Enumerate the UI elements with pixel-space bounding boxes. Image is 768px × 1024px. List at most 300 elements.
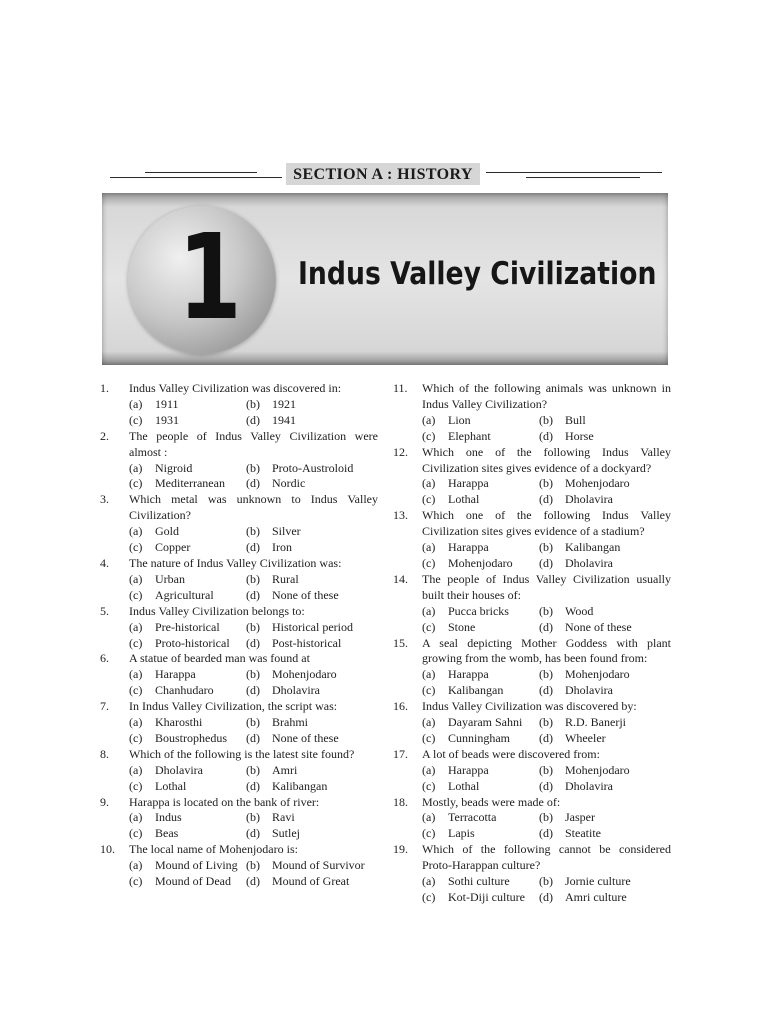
answer-option [539,429,671,445]
option-text: Kalibangan [272,778,328,793]
option-text: Sothi culture [448,874,510,889]
option-label: (c) [129,476,143,491]
option-text: Pucca bricks [448,603,509,618]
answer-option [246,540,378,556]
option-label: (a) [422,603,436,618]
question-number: 14. [393,571,408,586]
chapter-title: Indus Valley Civilization [298,256,657,292]
question-number: 10. [100,842,115,857]
question-number: 3. [100,492,109,507]
option-text: Mound of Living [155,858,238,873]
answer-options [129,810,378,842]
option-label: (a) [422,412,436,427]
questions-column-right [393,381,671,906]
option-label: (a) [422,874,436,889]
answer-option [246,620,378,636]
question-item [100,651,378,699]
question-text: Indus Valley Civilization was discovered in: [129,381,342,395]
answer-option [129,540,246,556]
chapter-number: 1 [177,208,242,346]
option-label: (a) [422,762,436,777]
question-number: 11. [393,381,408,395]
option-label: (d) [539,428,553,443]
answer-options [129,858,378,890]
question-text: The people of Indus Valley Civilization usually built their houses of: [422,571,671,602]
answer-option [246,779,378,795]
option-label: (c) [129,540,143,555]
answer-option [539,620,671,636]
option-text: Chanhudaro [155,683,214,698]
option-label: (a) [129,667,143,682]
question-number: 1. [100,381,109,395]
option-text: Mohenjodaro [272,667,337,682]
answer-option [129,413,246,429]
answer-option [539,540,671,556]
option-label: (b) [246,460,260,475]
answer-option [422,667,539,683]
option-label: (a) [129,858,143,873]
option-text: Proto-historical [155,635,230,650]
option-text: 1931 [155,412,179,427]
answer-option [246,667,378,683]
question-number: 17. [393,746,408,761]
answer-option [246,874,378,890]
option-label: (a) [129,396,143,411]
option-text: Harappa [448,476,489,491]
question-item [393,572,671,636]
option-text: Boustrophedus [155,730,227,745]
question-item [100,429,378,493]
header-rule-left-bottom [110,177,282,178]
question-number: 8. [100,746,109,761]
question-item [100,556,378,604]
answer-option [422,683,539,699]
answer-option [129,620,246,636]
question-item [393,842,671,906]
answer-option [129,397,246,413]
answer-option [539,810,671,826]
option-label: (c) [129,778,143,793]
question-number: 12. [393,444,408,459]
option-label: (b) [539,667,553,682]
answer-option [539,683,671,699]
option-text: Nordic [272,476,306,491]
option-label: (d) [246,635,260,650]
option-label: (d) [539,778,553,793]
question-text: Which of the following cannot be considered Proto-Harappan culture? [422,842,671,873]
option-text: Dholavira [565,683,613,698]
question-text: The local name of Mohenjodaro is: [129,842,298,857]
option-label: (c) [422,890,436,904]
question-text: Indus Valley Civilization belongs to: [129,603,305,618]
question-item [100,747,378,795]
answer-option [129,763,246,779]
option-text: Beas [155,826,179,841]
option-text: Wheeler [565,730,606,745]
answer-option [246,572,378,588]
option-text: Harappa [448,540,489,555]
question-text: The nature of Indus Valley Civilization was: [129,555,342,570]
option-text: 1921 [272,396,296,411]
answer-option [129,524,246,540]
answer-option [246,731,378,747]
answer-option [129,588,246,604]
question-number: 19. [393,842,408,857]
option-text: Cunningham [448,730,510,745]
question-item [393,636,671,700]
answer-option [422,620,539,636]
question-text: Harappa is located on the bank of river: [129,794,320,809]
answer-option [539,492,671,508]
answer-option [129,858,246,874]
answer-option [129,461,246,477]
answer-option [246,715,378,731]
option-text: Historical period [272,619,353,634]
answer-option [539,826,671,842]
answer-options [129,572,378,604]
header-rule-left-top [145,172,257,173]
answer-option [422,826,539,842]
option-label: (c) [422,826,436,841]
answer-option [129,731,246,747]
option-text: Dholavira [565,492,613,507]
option-label: (c) [129,587,143,602]
option-label: (a) [129,715,143,730]
option-label: (d) [539,826,553,841]
option-text: Stone [448,619,476,634]
option-label: (a) [129,571,143,586]
option-label: (c) [129,730,143,745]
option-text: Mediterranean [155,476,225,491]
question-text: A lot of beads were discovered from: [422,746,600,761]
question-item [393,445,671,509]
option-text: Sutlej [272,826,301,841]
option-text: Dholavira [155,762,203,777]
answer-option [246,810,378,826]
option-text: Mound of Dead [155,874,231,889]
question-item [393,795,671,843]
answer-option [422,476,539,492]
option-label: (d) [246,540,260,555]
question-item [100,381,378,429]
option-label: (b) [539,476,553,491]
option-label: (c) [129,874,143,889]
option-text: Mohenjodaro [448,555,513,570]
answer-options [129,715,378,747]
answer-options [422,540,671,572]
option-text: Gold [155,524,179,539]
option-text: None of these [565,619,632,634]
answer-option [539,874,671,890]
answer-option [422,779,539,795]
option-label: (b) [246,571,260,586]
option-label: (b) [539,874,553,889]
answer-options [129,461,378,493]
option-text: Harappa [448,762,489,777]
option-label: (a) [422,810,436,825]
answer-options [129,667,378,699]
answer-option [246,588,378,604]
option-text: Agricultural [155,587,214,602]
option-label: (b) [539,603,553,618]
question-text: The people of Indus Valley Civilization were almost : [129,428,378,459]
option-label: (b) [246,524,260,539]
answer-option [539,715,671,731]
option-label: (d) [246,587,260,602]
option-label: (d) [246,730,260,745]
option-label: (b) [539,540,553,555]
answer-option [129,874,246,890]
option-label: (b) [246,810,260,825]
answer-options [129,397,378,429]
option-text: Steatite [565,826,601,841]
option-label: (a) [422,540,436,555]
option-label: (b) [246,396,260,411]
answer-options [422,413,671,445]
option-text: Pre-historical [155,619,220,634]
option-label: (a) [129,619,143,634]
option-text: Bull [565,412,586,427]
option-text: Dholavira [565,778,613,793]
option-text: Brahmi [272,715,308,730]
question-number: 4. [100,555,109,570]
option-text: Proto-Austroloid [272,460,354,475]
question-number: 13. [393,508,408,523]
question-item [100,795,378,843]
answer-option [246,524,378,540]
option-label: (c) [422,619,436,634]
option-label: (c) [422,555,436,570]
option-text: Lothal [448,778,480,793]
answer-options [422,667,671,699]
option-text: Elephant [448,428,491,443]
option-label: (d) [539,683,553,698]
question-text: Which one of the following Indus Valley Civilization sites gives evidence of a stadium? [422,508,671,539]
option-label: (b) [539,412,553,427]
option-label: (b) [539,715,553,730]
question-number: 16. [393,699,408,714]
option-text: None of these [272,730,339,745]
option-label: (d) [539,555,553,570]
option-label: (d) [246,874,260,889]
option-text: Indus [155,810,182,825]
option-label: (c) [422,492,436,507]
answer-options [422,874,671,906]
answer-option [539,476,671,492]
answer-options [129,620,378,652]
option-label: (d) [246,826,260,841]
question-text: Indus Valley Civilization was discovered by: [422,699,637,714]
questions-column-left [100,381,378,890]
answer-option [246,397,378,413]
option-label: (a) [129,524,143,539]
answer-option [246,461,378,477]
option-text: Kalibangan [565,540,621,555]
answer-option [129,715,246,731]
option-label: (a) [422,715,436,730]
option-text: Mound of Great [272,874,350,889]
question-number: 15. [393,635,408,650]
option-label: (d) [246,683,260,698]
answer-option [129,826,246,842]
option-text: Lion [448,412,471,427]
answer-option [539,763,671,779]
answer-option [129,683,246,699]
question-item [393,747,671,795]
answer-option [539,779,671,795]
header-rule-right-bottom [526,177,640,178]
option-label: (c) [129,683,143,698]
answer-option [129,476,246,492]
option-text: Harappa [155,667,196,682]
option-text: None of these [272,587,339,602]
question-text: Which metal was unknown to Indus Valley Civilization? [129,492,378,523]
option-text: Rural [272,571,299,586]
option-text: Harappa [448,667,489,682]
answer-option [246,683,378,699]
answer-options [129,524,378,556]
option-text: Wood [565,603,594,618]
answer-option [422,413,539,429]
question-text: A seal depicting Mother Goddess with plant growing from the womb, has been found from: [422,635,671,666]
option-text: Post-historical [272,635,342,650]
option-label: (b) [246,858,260,873]
answer-options [422,763,671,795]
answer-option [246,763,378,779]
option-label: (b) [246,715,260,730]
answer-option [422,556,539,572]
option-label: (d) [539,730,553,745]
option-label: (d) [246,412,260,427]
section-label: SECTION A : HISTORY [286,163,480,185]
question-text: Which of the following is the latest site found? [129,746,355,761]
answer-option [129,667,246,683]
answer-option [539,556,671,572]
question-item [393,508,671,572]
answer-options [422,604,671,636]
option-text: Lapis [448,826,475,841]
option-text: Lothal [448,492,480,507]
option-label: (b) [246,762,260,777]
answer-option [539,731,671,747]
answer-option [422,492,539,508]
option-text: Dayaram Sahni [448,715,523,730]
question-item [100,842,378,890]
option-text: 1941 [272,412,296,427]
question-number: 18. [393,794,408,809]
option-label: (d) [246,476,260,491]
question-text: Mostly, beads were made of: [422,794,561,809]
option-label: (d) [539,492,553,507]
option-label: (c) [129,826,143,841]
option-label: (d) [539,890,553,904]
option-label: (d) [539,619,553,634]
option-label: (d) [246,778,260,793]
answer-option [422,429,539,445]
option-text: Kharosthi [155,715,203,730]
answer-option [129,779,246,795]
answer-option [129,572,246,588]
answer-option [539,604,671,620]
option-label: (a) [129,460,143,475]
option-text: Horse [565,428,594,443]
option-label: (b) [539,810,553,825]
question-item [100,699,378,747]
answer-option [246,476,378,492]
option-label: (b) [246,667,260,682]
answer-option [422,731,539,747]
option-label: (a) [129,762,143,777]
answer-option [129,636,246,652]
option-text: Iron [272,540,292,555]
option-text: Urban [155,571,185,586]
answer-option [539,890,671,906]
question-number: 9. [100,794,109,809]
option-text: Silver [272,524,301,539]
option-text: 1911 [155,396,179,411]
answer-option [422,540,539,556]
question-item [100,492,378,556]
answer-option [422,874,539,890]
option-label: (c) [422,730,436,745]
answer-option [422,810,539,826]
answer-option [422,890,539,906]
answer-options [422,715,671,747]
answer-option [246,826,378,842]
question-text: Which one of the following Indus Valley Civilization sites gives evidence of a dockyard? [422,444,671,475]
answer-option [539,413,671,429]
question-text: A statue of bearded man was found at [129,651,310,666]
option-text: Dholavira [272,683,320,698]
answer-option [246,413,378,429]
option-text: Mohenjodaro [565,762,630,777]
answer-options [129,763,378,795]
question-number: 2. [100,428,109,443]
option-text: Jasper [565,810,595,825]
option-text: Copper [155,540,191,555]
option-text: Mohenjodaro [565,476,630,491]
question-text: In Indus Valley Civilization, the script was: [129,699,338,714]
option-label: (a) [129,810,143,825]
option-label: (c) [129,635,143,650]
question-number: 5. [100,603,109,618]
answer-option [422,763,539,779]
header-rule-right-top [486,172,662,173]
answer-option [539,667,671,683]
option-text: Jornie culture [565,874,631,889]
option-text: Mound of Survivor [272,858,365,873]
option-text: Amri culture [565,890,627,904]
option-label: (c) [422,428,436,443]
answer-option [246,858,378,874]
option-text: Terracotta [448,810,497,825]
question-number: 6. [100,651,109,666]
option-text: Amri [272,762,298,777]
option-label: (c) [422,683,436,698]
answer-option [422,604,539,620]
option-label: (b) [246,619,260,634]
option-text: Kalibangan [448,683,504,698]
question-item [100,604,378,652]
option-text: Kot-Diji culture [448,890,525,904]
question-item [393,699,671,747]
option-label: (c) [129,412,143,427]
option-label: (c) [422,778,436,793]
question-item [393,381,671,445]
option-text: Dholavira [565,555,613,570]
question-number: 7. [100,699,109,714]
option-label: (b) [539,762,553,777]
